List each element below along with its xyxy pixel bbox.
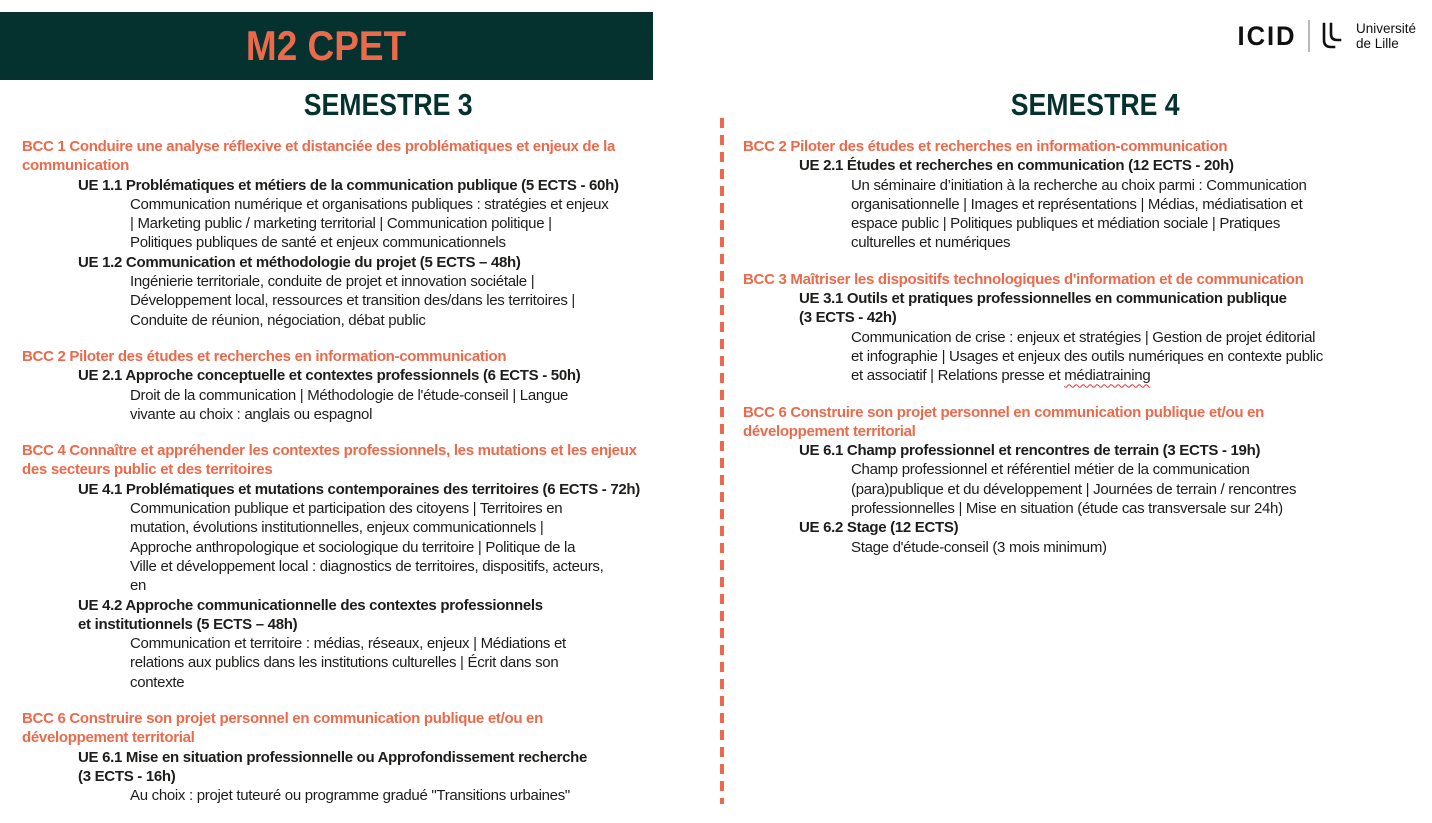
- ue-description-line: Politiques publiques de santé et enjeux communicationnels: [130, 234, 506, 252]
- header-logos: [1236, 16, 1416, 56]
- bcc-heading-line: des secteurs public et des territoires: [22, 461, 273, 479]
- bcc-heading: [743, 403, 1428, 442]
- bcc-heading-line: BCC 2 Piloter des études et recherches en information-communication: [22, 347, 507, 365]
- ue-description-line: Communication numérique et organisations publiques : stratégies et enjeux: [130, 195, 609, 213]
- ue-description: [130, 786, 710, 805]
- ue-description-line: Communication de crise : enjeux et stratégies | Gestion de projet éditorial: [851, 328, 1316, 346]
- bcc-heading: [22, 137, 710, 176]
- ue-description-line: | Marketing public / marketing territorial | Communication politique |: [130, 215, 552, 233]
- ue-title: [78, 253, 710, 272]
- ue-title: [799, 289, 1428, 328]
- ue-description-line: professionnelles | Mise en situation (étude cas transversale sur 24h): [851, 500, 1283, 518]
- ue-description: [130, 386, 710, 425]
- program-title: M2 CPET: [246, 22, 407, 69]
- bcc-heading: [743, 270, 1428, 289]
- ue-description-line: contexte: [130, 673, 185, 691]
- ue-description-line: Champ professionnel et référentiel métier de la communication: [851, 461, 1250, 479]
- bcc-block: [22, 709, 710, 805]
- ue-description-line: mutation, évolutions institutionnelles, enjeux communicationnels |: [130, 519, 544, 537]
- ue-description-line: et associatif | Relations presse et médiatraining: [851, 367, 1151, 385]
- ue-title-line: (3 ECTS - 42h): [799, 309, 897, 327]
- ue-title: [799, 518, 1428, 537]
- semester-heading: [0, 88, 714, 122]
- bcc-heading: [22, 347, 710, 366]
- bcc-heading-line: développement territorial: [743, 422, 916, 440]
- bcc-heading-line: BCC 2 Piloter des études et recherches en information-communication: [743, 138, 1228, 155]
- semester-content: [732, 137, 1432, 557]
- ue-description: [130, 634, 710, 692]
- misspelled-word: médiatraining: [1064, 367, 1151, 385]
- ue-description-line: Au choix : projet tuteuré ou programme gradué "Transitions urbaines": [130, 787, 570, 805]
- semester-columns: [0, 88, 1432, 804]
- ue-description-line: Stage d'étude-conseil (3 mois minimum): [851, 538, 1107, 556]
- bcc-heading-line: BCC 1 Conduire une analyse réflexive et distanciée des problématiques et enjeux de la: [22, 138, 616, 155]
- semester-3-column: [0, 88, 714, 823]
- ue-description-line: Un séminaire d’initiation à la recherche au choix parmi : Communication: [851, 176, 1307, 194]
- bcc-heading-line: BCC 4 Connaître et appréhender les contextes professionnels, les mutations et les enjeux: [22, 442, 637, 460]
- semester-heading-text: SEMESTRE 3: [303, 87, 473, 122]
- ue-title-line: UE 6.1 Champ professionnel et rencontres de terrain (3 ECTS - 19h): [799, 442, 1261, 460]
- ue-title-line: UE 1.1 Problématiques et métiers de la communication publique (5 ECTS - 60h): [78, 176, 619, 194]
- ue-title-line: UE 6.2 Stage (12 ECTS): [799, 519, 959, 537]
- ue-description: [130, 499, 710, 595]
- ue-description: [851, 538, 1428, 557]
- ue-description-line: et infographie | Usages et enjeux des outils numériques en contexte public: [851, 347, 1324, 365]
- semester-heading-text: SEMESTRE 4: [1010, 87, 1180, 122]
- bcc-heading-line: BCC 6 Construire son projet personnel en communication publique et/ou en: [743, 403, 1264, 421]
- bcc-block: [743, 137, 1428, 253]
- ue-description: [851, 460, 1428, 518]
- ue-description-line: organisationnelle | Images et représentations | Médias, médiatisation et: [851, 195, 1303, 213]
- icid-logo: ICID: [1238, 20, 1297, 51]
- ue-description: [130, 195, 710, 253]
- ue-title-line: UE 1.2 Communication et méthodologie du projet (5 ECTS – 48h): [78, 253, 521, 271]
- ue-description-line: (para)publique et du développement | Journées de terrain / rencontres: [851, 480, 1297, 498]
- ue-description-line: relations aux publics dans les institutions culturelles | Écrit dans son: [130, 654, 559, 672]
- universite-de-lille-name: [1356, 21, 1416, 51]
- ue-description-line: Communication et territoire : médias, réseaux, enjeux | Médiations et: [130, 635, 566, 653]
- bcc-block: [743, 270, 1428, 386]
- ue-description-line: Droit de la communication | Méthodologie de l'étude-conseil | Langue: [130, 386, 569, 404]
- bcc-block: [22, 137, 710, 330]
- semester-4-column: [732, 88, 1432, 574]
- ue-title-line: UE 4.2 Approche communicationnelle des contextes professionnels: [78, 596, 543, 614]
- ue-title-line: et institutionnels (5 ECTS – 48h): [78, 615, 298, 633]
- ue-title: [78, 480, 710, 499]
- program-banner: [0, 12, 653, 80]
- column-divider: [720, 118, 724, 804]
- ue-title-line: (3 ECTS - 16h): [78, 767, 176, 785]
- semester-content: [0, 137, 714, 806]
- universite-de-lille-logo: [1320, 21, 1416, 51]
- bcc-heading-line: communication: [22, 157, 129, 175]
- ue-title: [799, 441, 1428, 460]
- ue-description: [851, 176, 1428, 253]
- bcc-heading: [22, 709, 710, 748]
- bcc-block: [743, 403, 1428, 557]
- ue-description-line: Approche anthropologique et sociologique du territoire | Politique de la: [130, 538, 576, 556]
- ue-description-line: vivante au choix : anglais ou espagnol: [130, 405, 373, 423]
- ue-title-line: UE 3.1 Outils et pratiques professionnelles en communication publique: [799, 290, 1287, 308]
- bcc-heading-line: développement territorial: [22, 729, 195, 747]
- logo-separator: [1308, 20, 1310, 52]
- universite-de-lille-mark-icon: [1320, 21, 1350, 51]
- bcc-block: [22, 347, 710, 424]
- bcc-block: [22, 441, 710, 692]
- ue-description-line: Développement local, ressources et transition des/dans les territoires |: [130, 292, 576, 310]
- ue-description: [851, 328, 1428, 386]
- ue-title: [78, 366, 710, 385]
- ue-description: [130, 272, 710, 330]
- bcc-heading-line: BCC 3 Maîtriser les dispositifs technologiques d'information et de communication: [743, 270, 1304, 288]
- ue-description-line: Ingénierie territoriale, conduite de projet et innovation sociétale |: [130, 273, 535, 291]
- ue-description-line: espace public | Politiques publiques et médiation sociale | Pratiques: [851, 215, 1281, 233]
- ue-description-line: Ville et développement local : diagnostics de territoires, dispositifs, acteurs,: [130, 557, 604, 575]
- ue-title: [799, 156, 1428, 175]
- universite-line1: Université: [1355, 21, 1416, 36]
- ue-title-line: UE 2.1 Études et recherches en communication (12 ECTS - 20h): [799, 157, 1234, 175]
- ue-description-line: en: [130, 577, 147, 595]
- universite-line2: de Lille: [1355, 36, 1399, 51]
- bcc-heading: [22, 441, 710, 480]
- ue-title-line: UE 2.1 Approche conceptuelle et contextes professionnels (6 ECTS - 50h): [78, 367, 581, 385]
- bcc-heading-line: BCC 6 Construire son projet personnel en communication publique et/ou en: [22, 710, 543, 728]
- ue-description-line: culturelles et numériques: [851, 234, 1011, 252]
- ue-title-line: UE 4.1 Problématiques et mutations contemporaines des territoires (6 ECTS - 72h): [78, 480, 640, 498]
- ue-description-line: Conduite de réunion, négociation, débat public: [130, 311, 426, 329]
- ue-title: [78, 748, 710, 787]
- ue-title: [78, 176, 710, 195]
- ue-title: [78, 596, 710, 635]
- bcc-heading: [743, 137, 1428, 156]
- ue-title-line: UE 6.1 Mise en situation professionnelle ou Approfondissement recherche: [78, 748, 588, 766]
- ue-description-line: Communication publique et participation des citoyens | Territoires en: [130, 500, 563, 518]
- semester-heading: [732, 88, 1432, 122]
